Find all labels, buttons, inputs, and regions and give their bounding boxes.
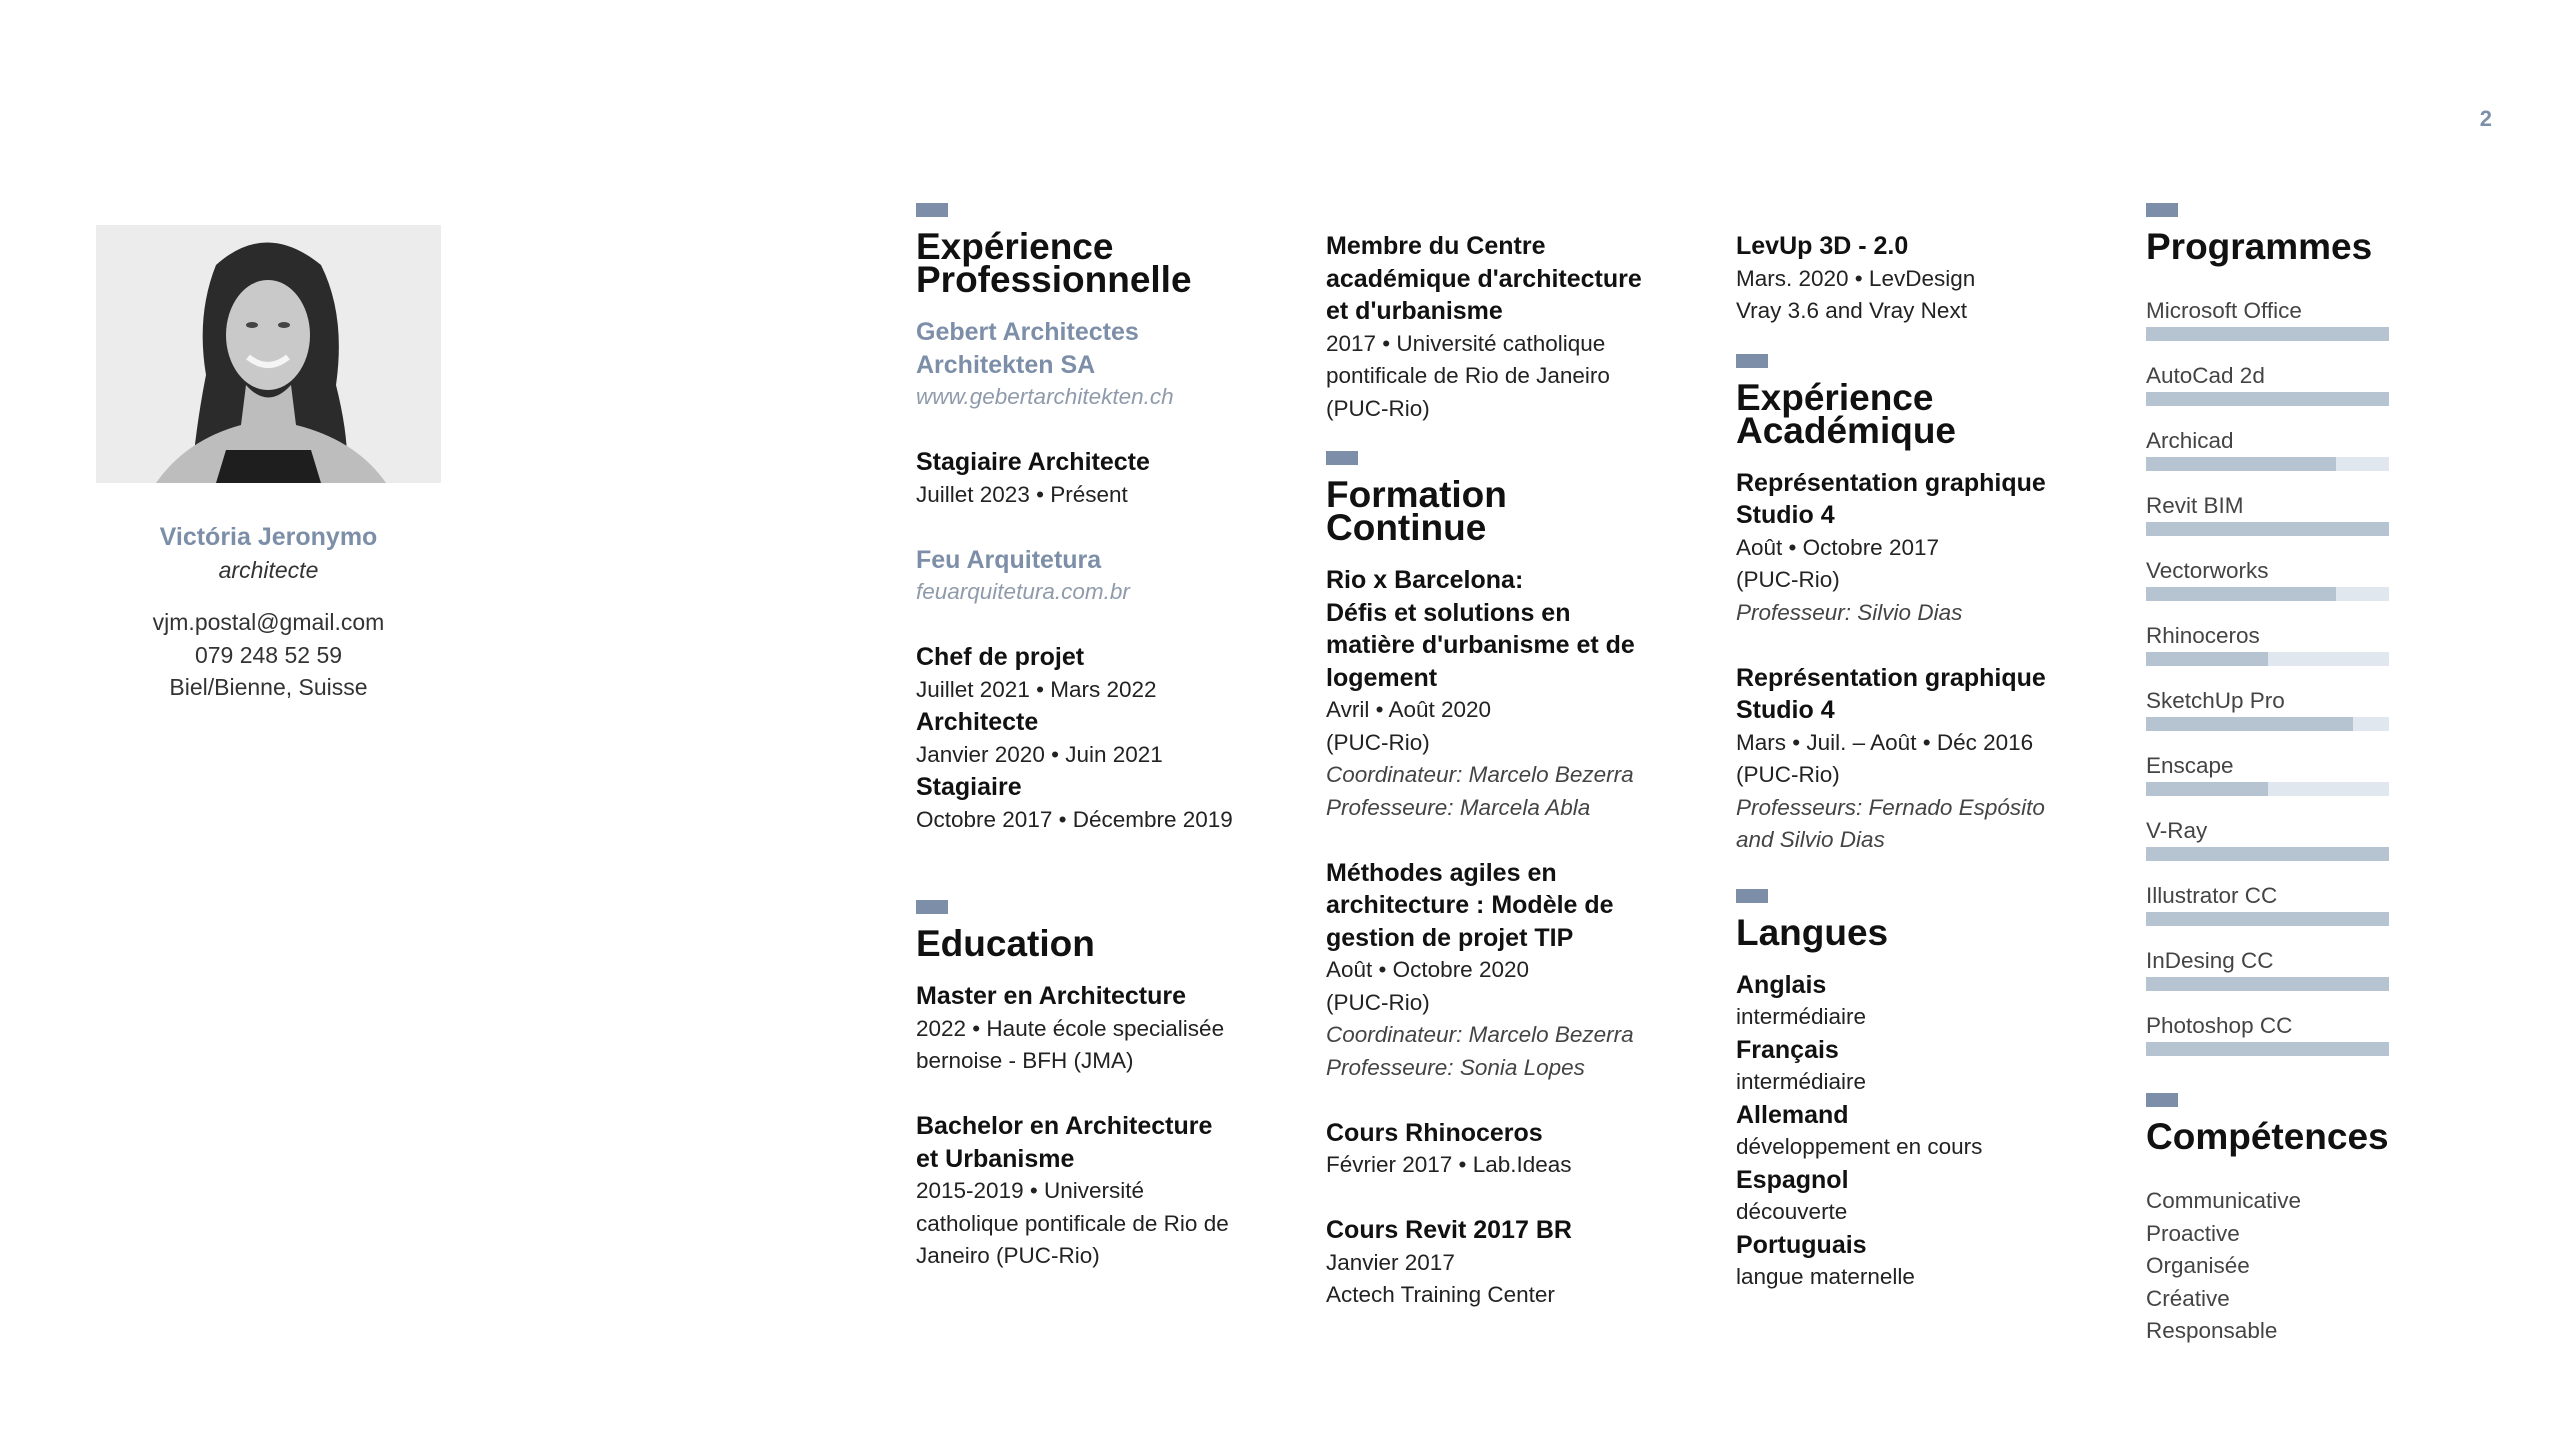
membership-title: et d'urbanisme	[1326, 297, 1503, 325]
programme-name: Microsoft Office	[2146, 298, 2302, 323]
section-title-line: Continue	[1326, 507, 1487, 548]
section-title-academic	[1736, 376, 2106, 451]
profile-block	[96, 520, 441, 704]
skill-level-bar	[2146, 1042, 2389, 1056]
profile-email[interactable]: vjm.postal@gmail.com	[152, 609, 385, 635]
academic-institution: (PUC-Rio)	[1736, 762, 1840, 787]
programme-item	[2146, 295, 2526, 341]
membership-title: Membre du Centre	[1326, 232, 1546, 260]
academic-title: Studio 4	[1736, 696, 1835, 724]
programme-item	[2146, 750, 2526, 796]
degree-detail: 2022 • Haute école specialisée	[916, 1015, 1225, 1041]
company-name: Architekten SA	[916, 350, 1096, 379]
skill-level-fill	[2146, 652, 2268, 666]
academic-institution: (PUC-Rio)	[1736, 567, 1840, 592]
profile-location: Biel/Bienne, Suisse	[169, 674, 368, 700]
programme-item	[2146, 685, 2526, 731]
competence-item: Créative	[2146, 1285, 2230, 1311]
programme-name: InDesing CC	[2146, 948, 2274, 973]
course-title: matière d'urbanisme et de	[1326, 631, 1635, 659]
programme-name: Photoshop CC	[2146, 1013, 2293, 1038]
skill-level-bar	[2146, 392, 2389, 406]
degree-detail: Janeiro (PUC-Rio)	[916, 1243, 1100, 1268]
academic-professor: and Silvio Dias	[1736, 827, 1885, 852]
course-title: architecture : Modèle de	[1326, 891, 1614, 919]
programme-name: Archicad	[2146, 428, 2234, 453]
course-dates: Février 2017 • Lab.Ideas	[1326, 1152, 1572, 1177]
degree-detail: 2015-2019 • Université	[916, 1178, 1145, 1203]
language-level: intermédiaire	[1736, 1004, 1867, 1029]
skill-level-fill	[2146, 587, 2336, 601]
job-title: Chef de projet	[916, 643, 1085, 671]
company-url[interactable]: www.gebertarchitekten.ch	[916, 384, 1174, 409]
course-dates: Août • Octobre 2020	[1326, 957, 1530, 982]
language-level: développement en cours	[1736, 1134, 1983, 1159]
membership-detail: 2017 • Université catholique	[1326, 330, 1606, 356]
section-marker	[2146, 1093, 2178, 1107]
programme-item	[2146, 880, 2526, 926]
course-institution: (PUC-Rio)	[1326, 729, 1430, 755]
skill-level-fill	[2146, 1042, 2389, 1056]
language-level: intermédiaire	[1736, 1069, 1867, 1094]
degree-detail: catholique pontificale de Rio de	[916, 1210, 1229, 1236]
column-programmes-skills	[2146, 203, 2526, 1348]
section-title-formation	[1326, 474, 1696, 548]
skill-level-bar	[2146, 457, 2389, 471]
course-dates: Mars. 2020 • LevDesign	[1736, 265, 1976, 291]
academic-professor: Professeurs: Fernado Espósito	[1736, 794, 2045, 820]
course-coordinator: Coordinateur: Marcelo Bezerra	[1326, 762, 1634, 787]
skill-level-bar	[2146, 652, 2389, 666]
course-title: Rio x Barcelona:	[1326, 566, 1524, 594]
course-title: Cours Rhinoceros	[1326, 1118, 1543, 1147]
section-title-programmes: Programmes	[2146, 226, 2373, 267]
section-marker	[2146, 203, 2178, 217]
skill-level-fill	[2146, 717, 2353, 731]
academic-professor: Professeur: Silvio Dias	[1736, 599, 1963, 625]
company-name: Feu Arquitetura	[916, 545, 1102, 574]
profile-photo	[96, 225, 441, 483]
portrait-image	[96, 225, 441, 483]
academic-dates: Août • Octobre 2017	[1736, 534, 1940, 560]
membership-detail: pontificale de Rio de Janeiro	[1326, 363, 1610, 388]
competence-item: Communicative	[2146, 1188, 2302, 1213]
programme-name: SketchUp Pro	[2146, 688, 2285, 713]
language-level: langue maternelle	[1736, 1264, 1915, 1289]
programme-name: Illustrator CC	[2146, 883, 2278, 908]
skill-level-fill	[2146, 912, 2389, 926]
section-title-education: Education	[916, 923, 1095, 964]
skill-level-fill	[2146, 782, 2268, 796]
language-name: Espagnol	[1736, 1165, 1849, 1194]
skill-level-bar	[2146, 717, 2389, 731]
column-formation	[1326, 203, 1696, 1312]
section-title-line: Expérience	[1736, 376, 1934, 418]
skill-level-fill	[2146, 327, 2389, 341]
programme-item	[2146, 360, 2526, 406]
section-marker	[1736, 354, 1768, 368]
competence-list	[2146, 1185, 2526, 1348]
course-coordinator: Coordinateur: Marcelo Bezerra	[1326, 1022, 1634, 1047]
competence-item: Proactive	[2146, 1220, 2240, 1246]
section-marker	[916, 203, 948, 217]
programme-name: Enscape	[2146, 753, 2234, 778]
column-academic-languages	[1736, 203, 2106, 1294]
membership-detail: (PUC-Rio)	[1326, 395, 1430, 421]
job-title: Stagiaire Architecte	[916, 448, 1150, 476]
company-url[interactable]: feuarquitetura.com.br	[916, 579, 1130, 604]
section-title-line: Professionnelle	[916, 259, 1192, 300]
programme-item	[2146, 815, 2526, 861]
academic-title: Studio 4	[1736, 501, 1835, 529]
job-dates: Janvier 2020 • Juin 2021	[916, 741, 1163, 767]
programme-item	[2146, 945, 2526, 991]
course-title: Méthodes agiles en	[1326, 858, 1557, 887]
skill-level-fill	[2146, 522, 2389, 536]
section-title-experience	[916, 226, 1286, 300]
programme-name: Vectorworks	[2146, 558, 2269, 583]
skill-level-fill	[2146, 977, 2389, 991]
skill-level-fill	[2146, 457, 2336, 471]
language-level: découverte	[1736, 1199, 1848, 1224]
job-title: Architecte	[916, 708, 1039, 736]
language-list	[1736, 969, 2106, 1294]
job-title: Stagiaire	[916, 773, 1022, 801]
programme-name: Revit BIM	[2146, 493, 2244, 518]
section-title-languages: Langues	[1736, 911, 1889, 953]
skill-level-bar	[2146, 912, 2389, 926]
skill-level-bar	[2146, 587, 2389, 601]
profile-phone[interactable]: 079 248 52 59	[194, 641, 343, 668]
skill-level-bar	[2146, 327, 2389, 341]
course-institution: (PUC-Rio)	[1326, 989, 1430, 1015]
course-professor: Professeure: Marcela Abla	[1326, 794, 1591, 820]
language-name: Portuguais	[1736, 1230, 1867, 1259]
contact-info	[96, 606, 441, 704]
academic-dates: Mars • Juil. – Août • Déc 2016	[1736, 729, 2034, 755]
job-dates: Octobre 2017 • Décembre 2019	[916, 806, 1233, 832]
page-number: 2	[2479, 106, 2492, 131]
programme-item	[2146, 620, 2526, 666]
skill-level-bar	[2146, 977, 2389, 991]
section-title-line: Expérience	[916, 226, 1114, 267]
section-marker	[1326, 451, 1358, 465]
degree-detail: bernoise - BFH (JMA)	[916, 1048, 1134, 1073]
programme-name: AutoCad 2d	[2146, 363, 2265, 388]
programme-name: Rhinoceros	[2146, 623, 2260, 648]
competence-item: Organisée	[2146, 1253, 2250, 1278]
academic-title: Représentation graphique	[1736, 468, 2046, 497]
course-title: LevUp 3D - 2.0	[1736, 232, 1909, 260]
course-dates: Avril • Août 2020	[1326, 697, 1492, 722]
course-professor: Professeure: Sonia Lopes	[1326, 1054, 1585, 1080]
programme-list	[2146, 295, 2526, 1056]
course-title: Défis et solutions en	[1326, 598, 1571, 627]
job-dates: Juillet 2021 • Mars 2022	[916, 676, 1157, 702]
column-experience-education	[916, 203, 1286, 1273]
skill-level-bar	[2146, 782, 2389, 796]
skill-level-bar	[2146, 522, 2389, 536]
degree-title: Bachelor en Architecture	[916, 1112, 1213, 1140]
membership-title: académique d'architecture	[1326, 264, 1642, 293]
skill-level-fill	[2146, 392, 2389, 406]
section-title-competences: Compétences	[2146, 1116, 2389, 1157]
course-detail: Vray 3.6 and Vray Next	[1736, 298, 1967, 323]
academic-title: Représentation graphique	[1736, 663, 2046, 692]
degree-title: Master en Architecture	[916, 982, 1186, 1010]
section-title-line: Formation	[1326, 474, 1507, 515]
skill-level-bar	[2146, 847, 2389, 861]
course-institution: Actech Training Center	[1326, 1282, 1555, 1307]
job-dates: Juillet 2023 • Présent	[916, 481, 1128, 507]
profile-name: Victória Jeronymo	[159, 523, 378, 551]
section-marker	[1736, 889, 1768, 903]
programme-item	[2146, 490, 2526, 536]
course-title: gestion de projet TIP	[1326, 923, 1574, 952]
section-title-line: Académique	[1736, 409, 1957, 451]
profile-role: architecte	[218, 557, 319, 583]
degree-title: et Urbanisme	[916, 1144, 1075, 1173]
company-name: Gebert Architectes	[916, 318, 1139, 346]
competence-item: Responsable	[2146, 1318, 2278, 1343]
programme-name: V-Ray	[2146, 818, 2208, 843]
skill-level-fill	[2146, 847, 2389, 861]
course-title: Cours Revit 2017 BR	[1326, 1216, 1572, 1244]
course-dates: Janvier 2017	[1326, 1249, 1455, 1275]
language-name: Anglais	[1736, 970, 1827, 999]
programme-item	[2146, 425, 2526, 471]
language-name: Allemand	[1736, 1100, 1849, 1129]
course-title: logement	[1326, 663, 1438, 692]
section-marker	[916, 900, 948, 914]
programme-item	[2146, 555, 2526, 601]
language-name: Français	[1736, 1035, 1839, 1064]
programme-item	[2146, 1010, 2526, 1056]
